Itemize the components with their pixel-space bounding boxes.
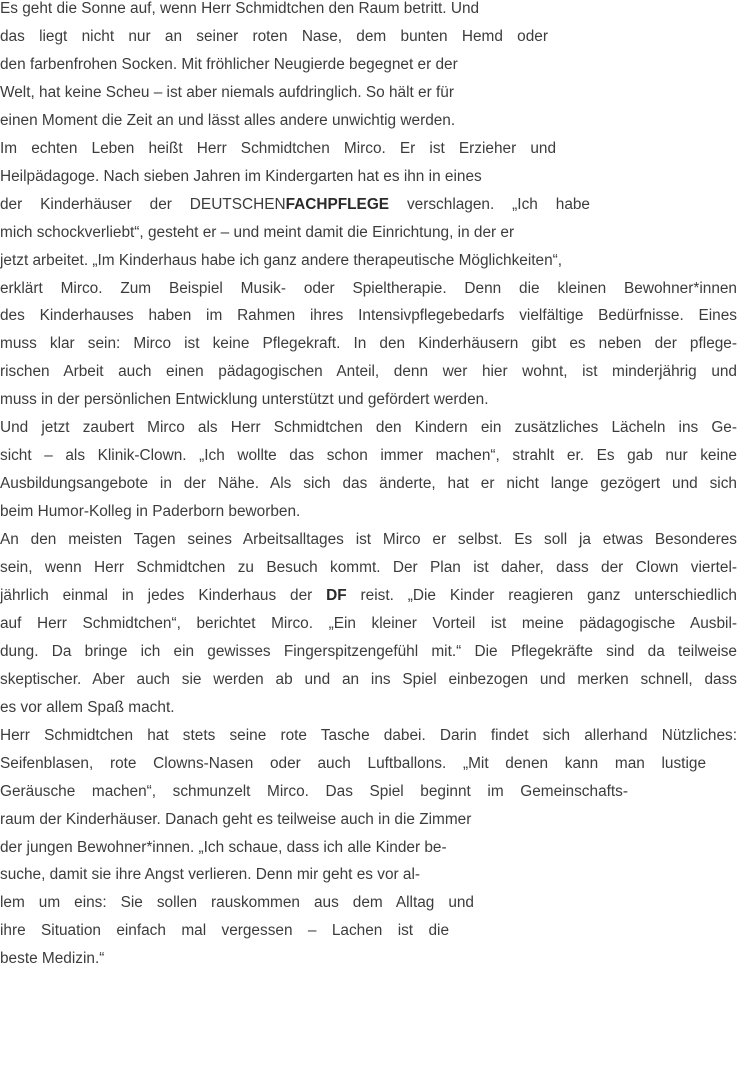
- text-segment: jetzt arbeitet. „Im Kinderhaus habe ich ganz andere therapeutische Möglichkeiten“,: [0, 251, 563, 269]
- text-segment: auf Herr Schmidtchen“, berichtet Mirco. „Ein kleiner Vorteil ist meine pädagogische Ausbil-: [0, 614, 737, 632]
- text-segment: suche, damit sie ihre Angst verlieren. Denn mir geht es vor al-: [0, 866, 421, 884]
- text-line: [0, 696, 200, 720]
- text-segment: An den meisten Tagen seines Arbeitsalltages ist Mirco er selbst. Es soll ja etwas Besonderes: [0, 531, 737, 549]
- text-line: [0, 836, 532, 860]
- text-line: [0, 304, 737, 328]
- text-line: [0, 0, 552, 21]
- text-line: [0, 947, 112, 971]
- text-line: [0, 919, 449, 943]
- text-segment: Heilpädagoge. Nach sieben Jahren im Kindergarten hat es ihn in eines: [0, 167, 482, 185]
- text-line: [0, 444, 737, 468]
- text-segment: Im echten Leben heißt Herr Schmidtchen Mirco. Er ist Erzieher und: [0, 139, 556, 157]
- bold-text: DF: [326, 586, 347, 604]
- text-line: [0, 81, 548, 105]
- text-segment: verschlagen. „Ich habe: [389, 195, 590, 213]
- text-segment: rischen Arbeit auch einen pädagogischen Anteil, denn wer hier wohnt, ist minderjährig und: [0, 363, 737, 381]
- text-line: [0, 472, 737, 496]
- text-segment: den farbenfrohen Socken. Mit fröhlicher Neugierde begegnet er der: [0, 55, 458, 73]
- text-line: [0, 25, 548, 49]
- text-line: [0, 584, 737, 608]
- text-segment: lem um eins: Sie sollen rauskommen aus dem Alltag und: [0, 894, 474, 912]
- text-segment: ihre Situation einfach mal vergessen – Lachen ist die: [0, 922, 449, 940]
- text-segment: es vor allem Spaß macht.: [0, 698, 175, 716]
- text-line: [0, 53, 548, 77]
- text-line: [0, 388, 552, 412]
- text-segment: der jungen Bewohner*innen. „Ich schaue, dass ich alle Kinder be-: [0, 838, 447, 856]
- text-segment: Seifenblasen, rote Clowns-Nasen oder auch Luftballons. „Mit denen kann man lustige: [0, 754, 706, 772]
- text-segment: Geräusche machen“, schmunzelt Mirco. Das Spiel beginnt im Gemeinschafts-: [0, 782, 628, 800]
- text-line: [0, 724, 737, 748]
- text-segment: Welt, hat keine Scheu – ist aber niemals aufdringlich. So hält er für: [0, 83, 454, 101]
- text-line: [0, 137, 556, 161]
- text-segment: Herr Schmidtchen hat stets seine rote Tasche dabei. Darin findet sich allerhand Nützliches:: [0, 726, 737, 744]
- text-segment: raum der Kinderhäuser. Danach geht es teilweise auch in die Zimmer: [0, 810, 472, 828]
- text-line: [0, 808, 566, 832]
- text-segment: skeptischer. Aber auch sie werden ab und an ins Spiel einbezogen und merken schnell, dass: [0, 670, 737, 688]
- text-segment: Und jetzt zaubert Mirco als Herr Schmidtchen den Kindern ein zusätzliches Lächeln ins Ge-: [0, 419, 737, 437]
- text-line: [0, 416, 737, 440]
- text-segment: des Kinderhauses haben im Rahmen ihres Intensivpflegebedarfs vielfältige Bedürfnisse. Eines: [0, 307, 737, 325]
- text-segment: sicht – als Klinik-Clown. „Ich wollte das schon immer machen“, strahlt er. Es gab nur keine: [0, 447, 737, 465]
- text-segment: erklärt Mirco. Zum Beispiel Musik- oder Spieltherapie. Denn die kleinen Bewohner*innen: [0, 279, 737, 297]
- text-line: [0, 249, 672, 273]
- text-line: [0, 528, 737, 552]
- text-segment: sein, wenn Herr Schmidtchen zu Besuch kommt. Der Plan ist daher, dass der Clown viertel-: [0, 559, 737, 576]
- text-line: [0, 193, 590, 217]
- text-line: [0, 780, 628, 804]
- text-segment: Es geht die Sonne auf, wenn Herr Schmidtchen den Raum betritt. Und: [0, 0, 480, 17]
- text-segment: einen Moment die Zeit an und lässt alles andere unwichtig werden.: [0, 111, 456, 129]
- text-line: [0, 752, 706, 776]
- text-line: [0, 360, 737, 384]
- text-line: [0, 612, 737, 636]
- text-segment: muss in der persönlichen Entwicklung unterstützt und gefördert werden.: [0, 391, 489, 409]
- text-segment: mich schockverliebt“, gesteht er – und meint damit die Einrichtung, in der er: [0, 223, 515, 241]
- text-line: [0, 668, 737, 692]
- text-line: [0, 109, 540, 133]
- text-line: [0, 891, 474, 915]
- text-line: [0, 221, 624, 245]
- text-segment: das liegt nicht nur an seiner roten Nase, dem bunten Hemd oder: [0, 27, 548, 45]
- text-line: [0, 556, 737, 580]
- text-segment: jährlich einmal in jedes Kinderhaus der: [0, 586, 327, 604]
- text-segment: reist. „Die Kinder reagieren ganz unterschiedlich: [346, 586, 737, 604]
- text-segment: dung. Da bringe ich ein gewisses Fingerspitzengefühl mit.“ Die Pflegekräfte sind da teilweise: [0, 642, 737, 660]
- text-segment: beim Humor-Kolleg in Paderborn beworben.: [0, 503, 301, 521]
- text-segment: der Kinderhäuser der DEUTSCHEN: [0, 195, 286, 213]
- text-segment: beste Medizin.“: [0, 950, 105, 968]
- text-line: [0, 640, 737, 664]
- bold-text: FACHPFLEGE: [285, 195, 390, 213]
- text-line: [0, 863, 502, 887]
- text-segment: Ausbildungsangebote in der Nähe. Als sich das änderte, hat er nicht lange gezögert und sich: [0, 475, 737, 493]
- text-segment: muss klar sein: Mirco ist keine Pflegekraft. In den Kinderhäusern gibt es neben der pflege-: [0, 335, 737, 353]
- text-line: [0, 500, 356, 524]
- text-line: [0, 332, 737, 356]
- text-line: [0, 277, 737, 301]
- text-line: [0, 165, 572, 189]
